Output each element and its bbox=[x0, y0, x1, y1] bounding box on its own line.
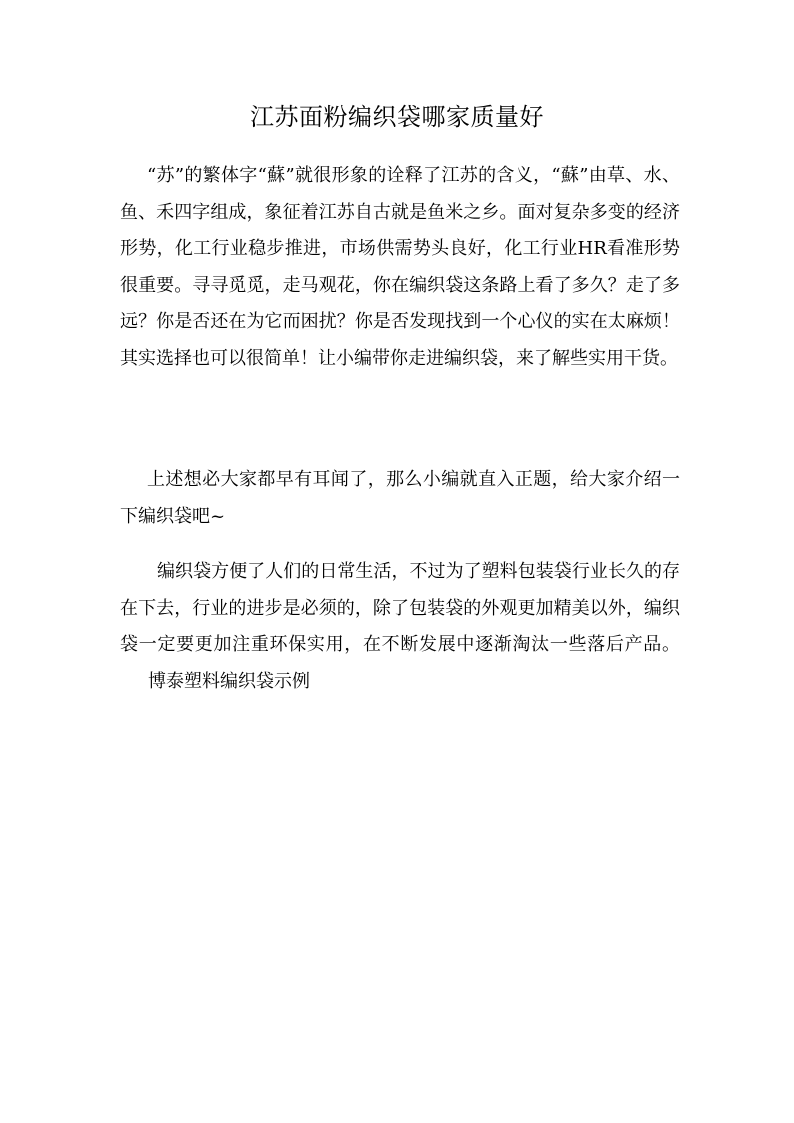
paragraph-transition: 上述想必大家都早有耳闻了，那么小编就直入正题，给大家介绍一下编织袋吧~ bbox=[120, 469, 680, 527]
document-title: 江苏面粉编织袋哪家质量好 bbox=[250, 103, 544, 131]
paragraph-intro: “苏”的繁体字“蘇”就很形象的诠释了江苏的含义，“蘇”由草、水、鱼、禾四字组成，象征着江苏自古就是鱼米之乡。面对复杂多变的经济形势，化工行业稳步推进，市场供需势头良好，化工行业HR看准形势很重要。寻寻觅觅，走马观花，你在编织袋这条路上看了多久？走了多远？你是否还在为它而困扰？你是否发现找到一个心仪的实在太麻烦！其实选择也可以很简单！让小编带你走进编织袋，来了解些实用干货。 bbox=[120, 165, 680, 369]
image-caption: 博泰塑料编织袋示例 bbox=[148, 670, 310, 692]
paragraph-body-text: 编织袋方便了人们的日常生活，不过为了塑料包装袋行业长久的存在下去，行业的进步是必须的，除了包装袋的外观更加精美以外，编织袋一定要更加注重环保实用，在不断发展中逐渐淘汰一些落后产品。 bbox=[120, 561, 680, 655]
paragraph-body bbox=[120, 554, 680, 700]
